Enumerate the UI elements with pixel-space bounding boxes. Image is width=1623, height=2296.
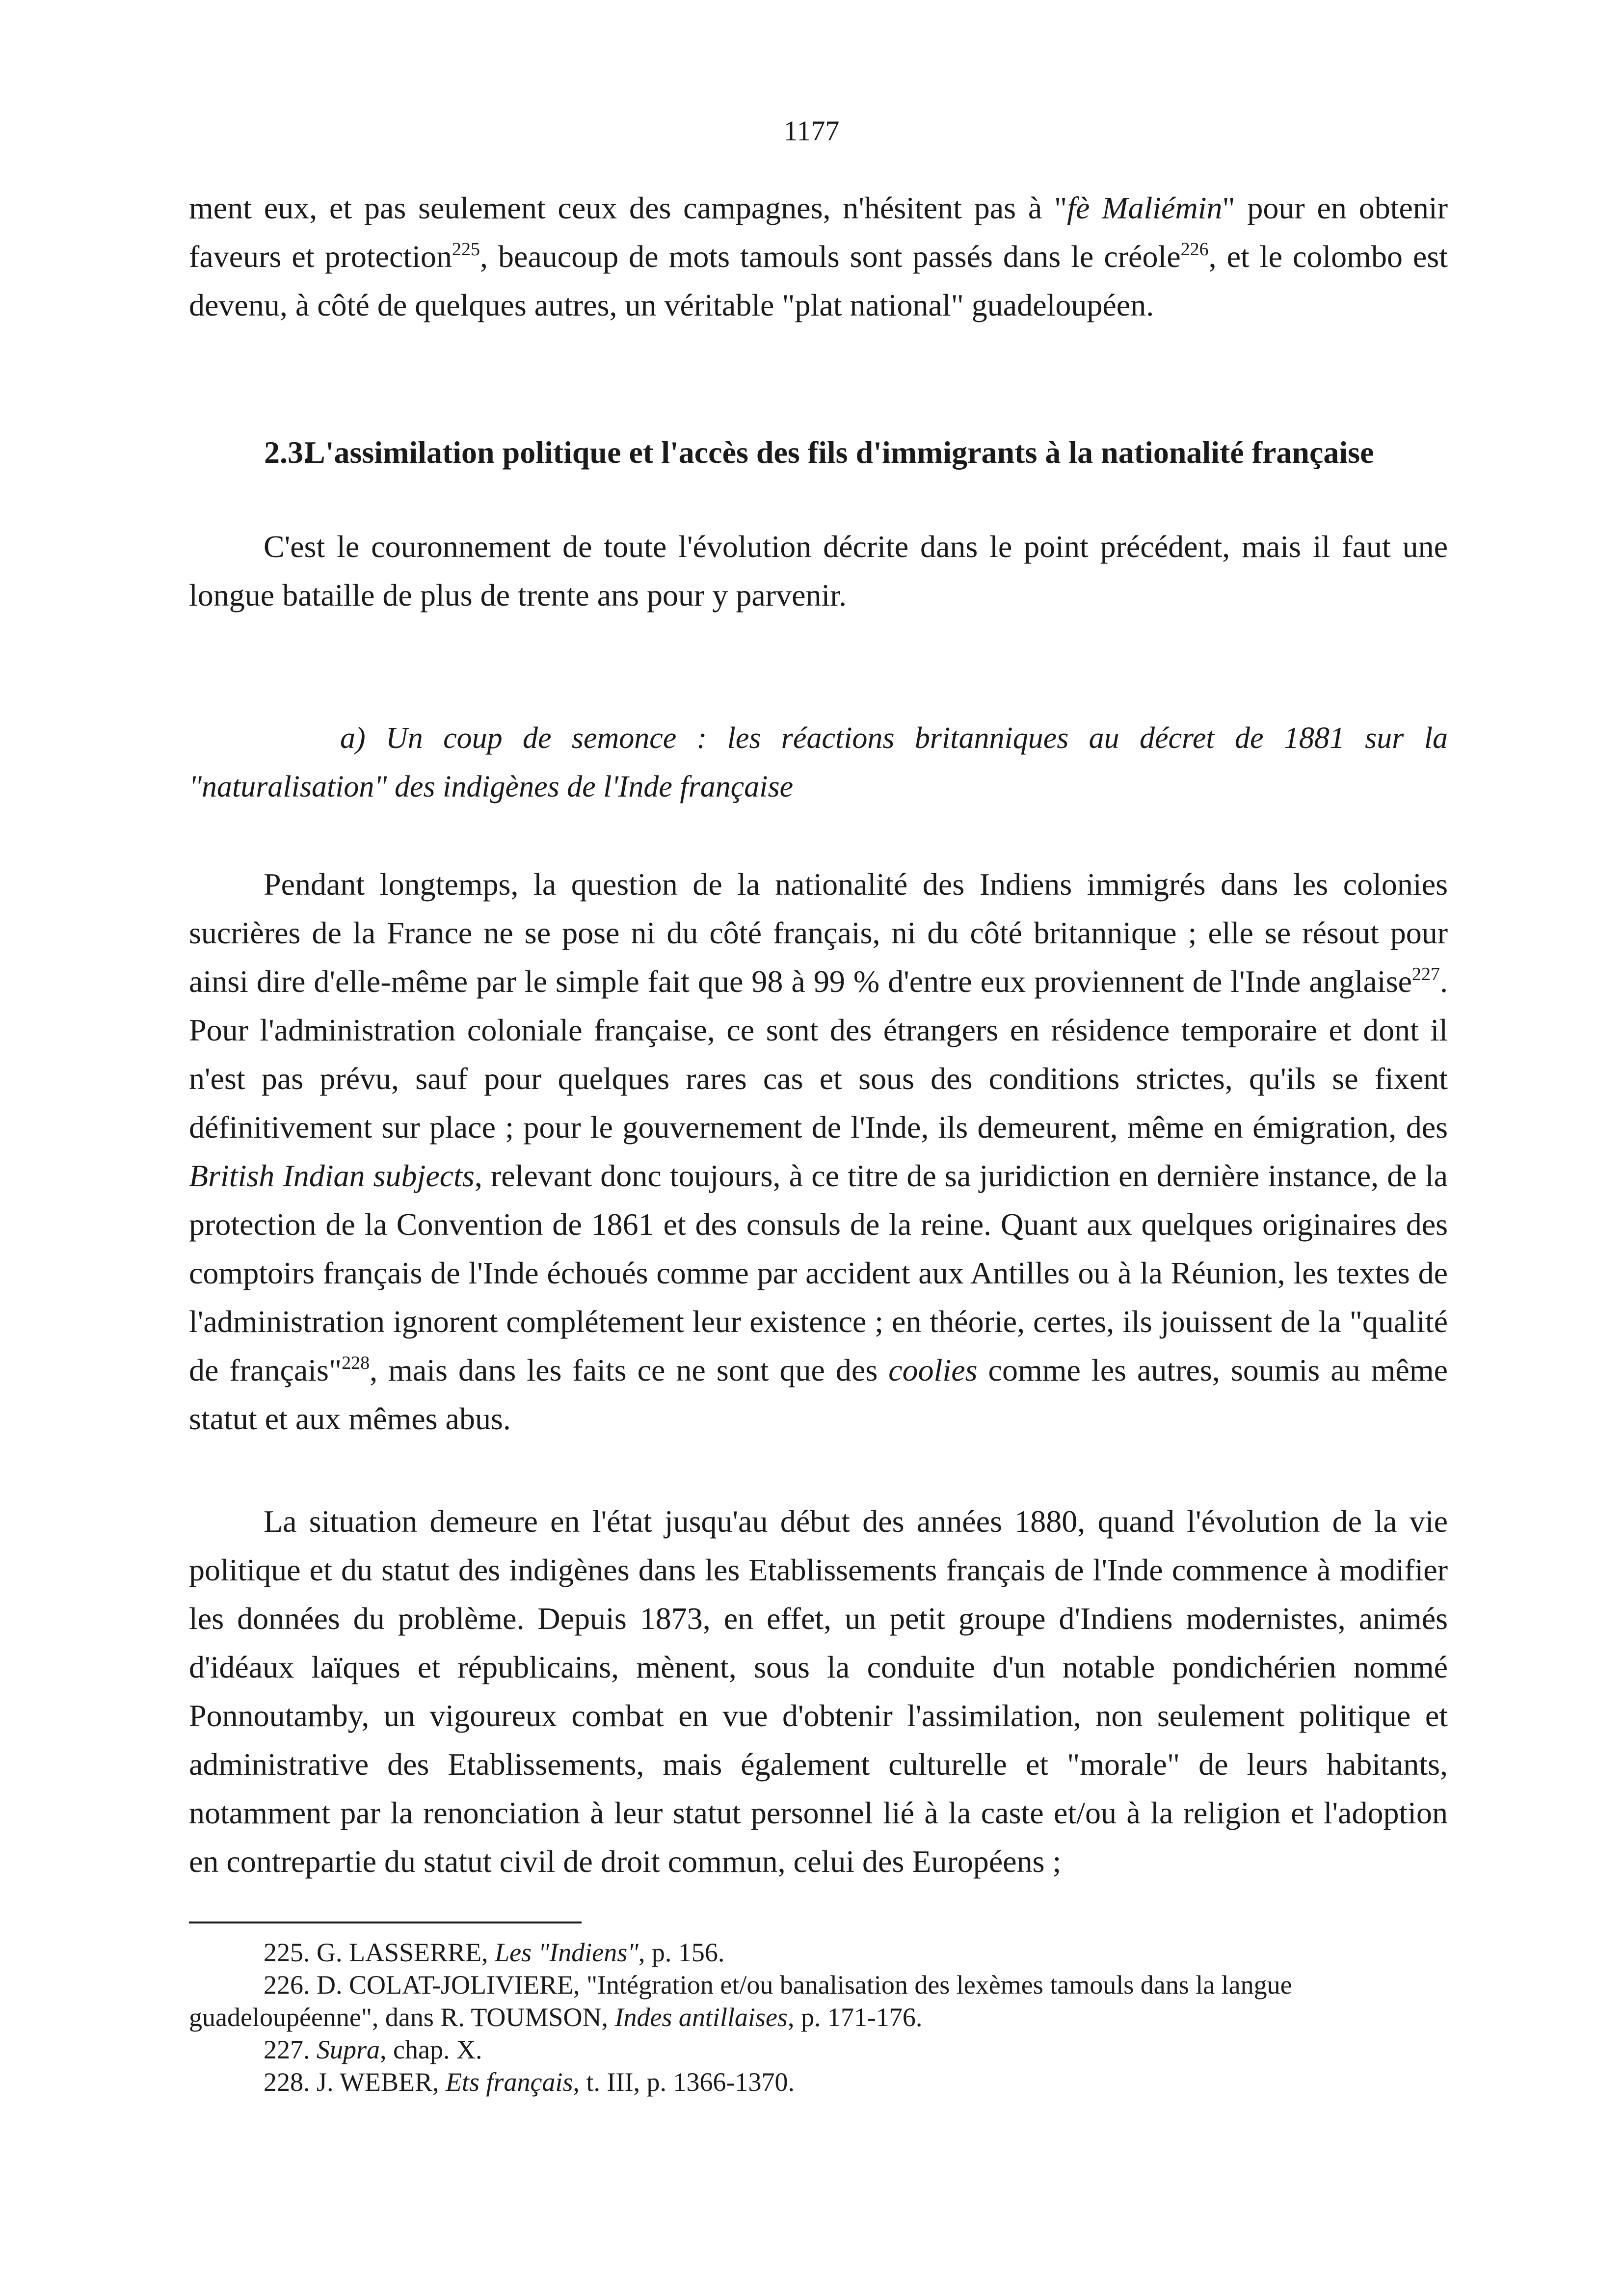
footnote-ref: 228 [342,1353,370,1373]
footnote-ref: 226 [1180,239,1209,260]
text-run: , et le colombo est devenu, à côté de quelques autres, un véritable "plat national" guadeloupéen. [189,239,1448,322]
section-heading [264,428,1448,477]
paragraph-text [189,860,1448,1443]
footnote-227 [189,2033,1448,2066]
paragraph-text: La situation demeure en l'état jusqu'au début des années 1880, quand l'évolution de la vie politique et du statut des indigènes dans les Etablissements français de l'Inde commence à modifier les données du problème. Depuis 1873, en effet, un petit groupe d'Indiens modernistes, animés d'idéaux laïques et républicains, mènent, sous la conduite d'un notable pondichérien nommé Ponnoutamby, un vigoureux combat en vue d'obtenir l'assimilation, non seulement politique et administrative des Etablissements, mais également culturelle et "morale" de leurs habitants, notamment par la renonciation à leur statut personnel lié à la caste et/ou à la religion et l'adoption en contrepartie du statut civil de droit commun, celui des Européens ; [189,1504,1448,1879]
text-run: , beaucoup de mots tamouls sont passés dans le créole [479,239,1181,274]
footnotes [189,1936,1448,2098]
footnote-title: Les "Indiens" [495,1938,639,1967]
page-number: 1177 [783,115,840,147]
text-run: . Pour l'administration coloniale française, ce sont des étrangers en résidence temporaire et dont il n'est pas prévu, sauf pour quelques rares cas et sous des conditions strictes, qu'ils se fixent définitivement sur place ; pour le gouvernement de l'Inde, ils demeurent, même en émigration, des [189,964,1448,1145]
footnote-text: , p. 171-176. [787,2002,923,2032]
footnote-title: Ets français [446,2067,573,2097]
text-run: Pendant longtemps, la question de la nationalité des Indiens immigrés dans les colonies sucrières de la France ne se pose ni du côté français, ni du côté britannique ; elle se résout pour ainsi dire d'elle-même par le simple fait que 98 à 99 % d'entre eux proviennent de l'Inde anglaise [189,867,1448,999]
footnote-text: , chap. X. [380,2035,482,2064]
footnote-text: 226. D. COLAT-JOLIVIERE, "Intégration et/ou banalisation des lexèmes tamouls dans la langue guadeloupéenne", dans R. TOUMSON, [189,1970,1292,2032]
footnote-226 [189,1969,1448,2033]
text-run: " pour en obtenir faveurs et protection [189,190,1448,274]
subsection-heading: a) Un coup de semonce : les réactions britanniques au décret de 1881 sur la "naturalisation" des indigènes de l'Inde française [189,721,1448,803]
paragraph-nationality [189,860,1448,1443]
italic-term: fè Maliémin [1067,190,1223,225]
text-run: comme les autres, soumis au même statut et aux mêmes abus. [189,1353,1448,1436]
footnote-title: Supra [317,2035,380,2064]
footnote-ref: 225 [452,239,480,260]
footnote-text: , t. III, p. 1366-1370. [573,2067,795,2097]
paragraph-situation [189,1497,1448,1886]
paragraph-continuation [189,184,1448,329]
footnote-ref: 227 [1412,964,1440,985]
footnote-text: 225. G. LASSERRE, [264,1938,495,1967]
footnote-text: 227. [264,2035,317,2064]
italic-term: coolies [888,1353,978,1388]
text-run: , mais dans les faits ce ne sont que des [370,1353,889,1388]
footnote-text: 228. J. WEBER, [264,2067,446,2097]
footnote-title: Indes antillaises [614,2002,788,2032]
paragraph-intro [189,522,1448,619]
paragraph-text: C'est le couronnement de toute l'évolution décrite dans le point précédent, mais il faut une longue bataille de plus de trente ans pour y parvenir. [189,529,1448,613]
text-run: ment eux, et pas seulement ceux des campagnes, n'hésitent pas à " [189,190,1067,225]
footnote-separator [189,1922,582,1923]
italic-term: British Indian subjects [189,1158,475,1193]
footnote-text: , p. 156. [638,1938,725,1967]
section-number: 2.3. [264,435,311,470]
paragraph-text [189,184,1448,329]
text-run: , relevant donc toujours, à ce titre de sa juridiction en dernière instance, de la protection de la Convention de 1861 et des consuls de la reine. Quant aux quelques originaires des comptoirs français de l'Inde échoués comme par accident aux Antilles ou à la Réunion, les textes de l'administration ignorent complétement leur existence ; en théorie, certes, ils jouissent de la "qualité de français" [189,1158,1448,1388]
footnote-228 [189,2066,1448,2098]
section-title: L'assimilation politique et l'accès des fils d'immigrants à la nationalité française [304,435,1374,470]
footnote-225 [189,1936,1448,1969]
